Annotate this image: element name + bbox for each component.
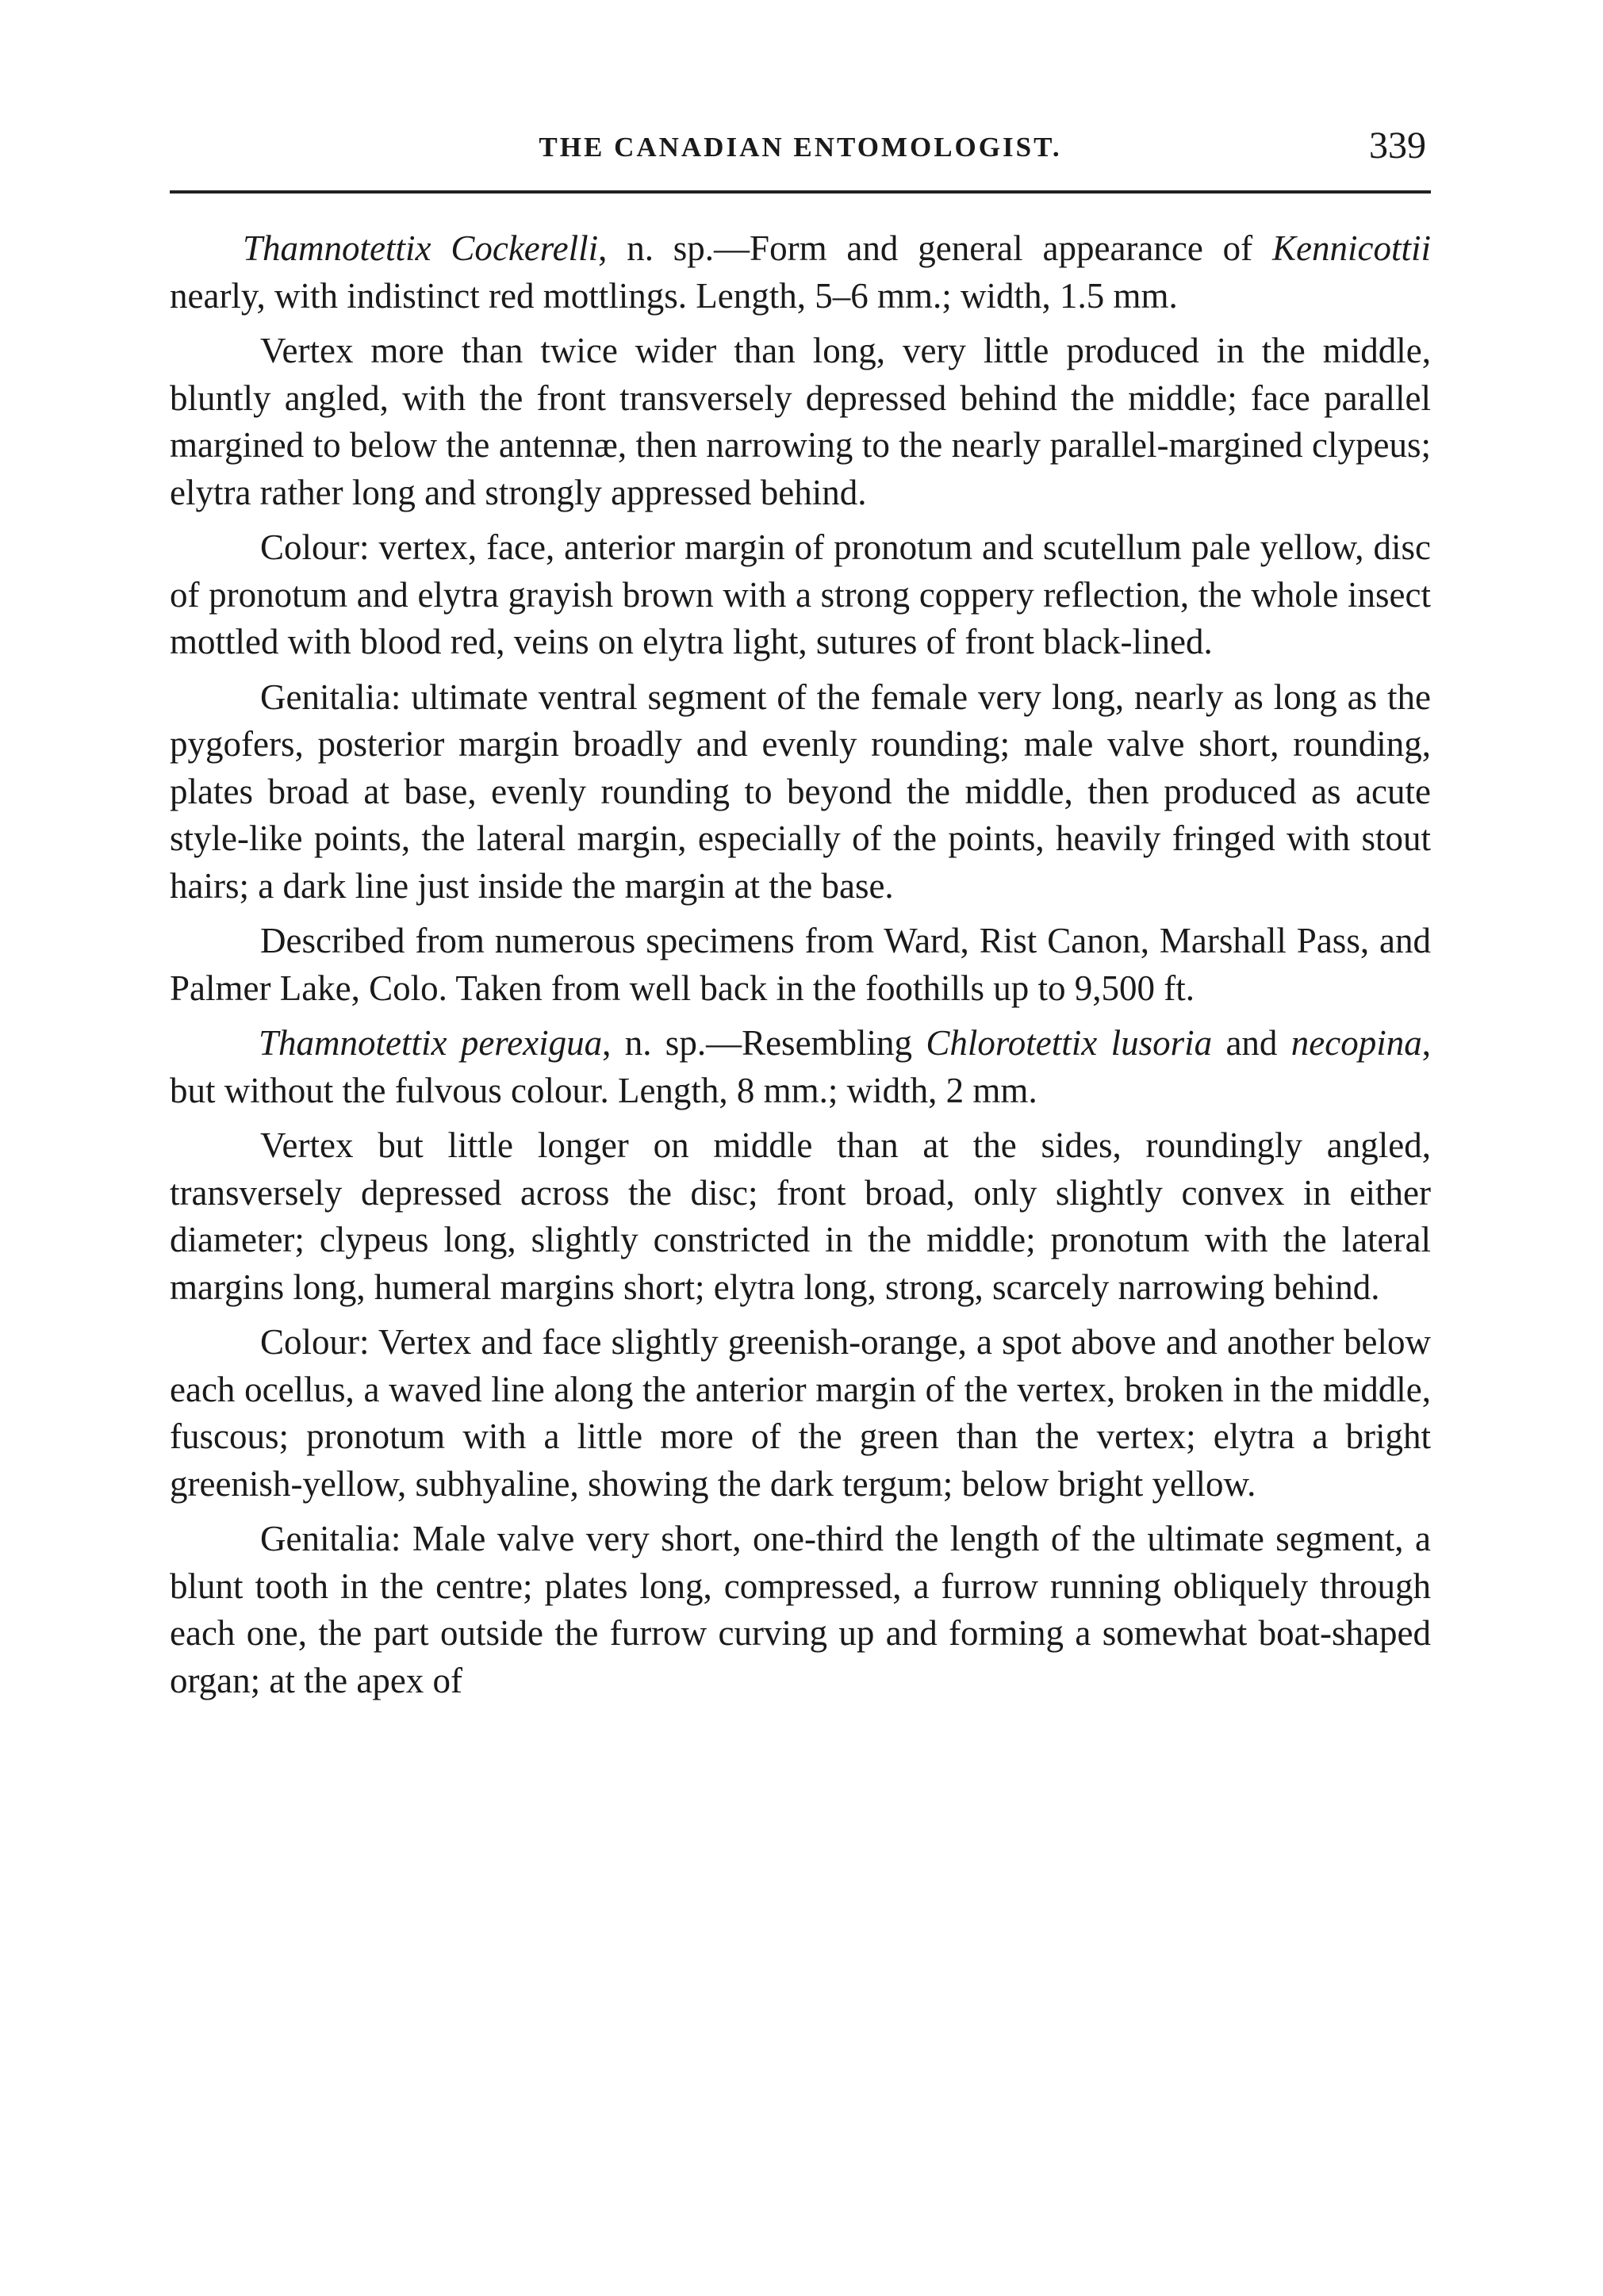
text-run: Vertex more than twice wider than long, very little produced in the middle, bluntly angled, with the front transversely depressed behind the middle; face parallel margined to below the antennæ, then narrowing to the nearly parallel-margined clypeus; elytra rather long and strongly appressed behind.: [170, 331, 1431, 512]
text-run: Colour: Vertex and face slightly greenish-orange, a spot above and another below each ocellus, a waved line along the anterior margin of the vertex, broken in the middle, fuscous; pronotum with a little more of the green than the vertex; elytra a bright greenish-yellow, subhyaline, showing the dark tergum; below bright yellow.: [170, 1322, 1431, 1504]
paragraph-species-2-vertex: [170, 1122, 1431, 1311]
page-header: [170, 119, 1431, 182]
italic-name: Kennicottii: [1272, 228, 1431, 268]
text-run: and: [1212, 1023, 1291, 1063]
italic-name: necopina: [1290, 1023, 1422, 1063]
paragraph-species-1-genitalia: [170, 674, 1431, 910]
paragraph-species-2-intro: [170, 1020, 1431, 1114]
text-run: Vertex but little longer on middle than at the sides, roundingly angled, transversely depressed across the disc; front broad, only slightly convex in either diameter; clypeus long, slightly constricted in the middle; pronotum with the lateral margins long, humeral margins short; elytra long, strong, scarcely narrowing behind.: [170, 1125, 1431, 1307]
text-run: nearly, with indistinct red mottlings. Length, 5–6 mm.; width, 1.5 mm.: [170, 275, 1178, 316]
italic-name: Chlorotettix lusoria: [926, 1023, 1213, 1063]
italic-name: Thamnotettix Cockerelli: [243, 228, 599, 268]
paragraph-species-2-genitalia: [170, 1516, 1431, 1704]
page-number: 339: [1369, 125, 1426, 167]
paragraph-species-2-colour: [170, 1319, 1431, 1508]
text-run: Genitalia: Male valve very short, one-third the length of the ultimate segment, a blunt tooth in the centre; plates long, compressed, a furrow running obliquely through each one, the part outside the furrow curving up and forming a somewhat boat-shaped organ; at the apex of: [170, 1519, 1431, 1700]
paragraph-species-1-described: [170, 918, 1431, 1012]
header-rule: [170, 190, 1431, 194]
running-title: THE CANADIAN ENTOMOLOGIST.: [539, 132, 1062, 163]
paragraph-species-1-intro: [170, 225, 1431, 320]
italic-name: Thamnotettix perexigua: [259, 1023, 603, 1063]
page: [170, 119, 1431, 2197]
article-body: [170, 225, 1431, 1704]
paragraph-species-1-colour: [170, 524, 1431, 666]
paragraph-species-1-vertex: [170, 328, 1431, 516]
text-run: Genitalia: ultimate ventral segment of the female very long, nearly as long as the pygofers, posterior margin broadly and evenly rounding; male valve short, rounding, plates broad at base, evenly rounding to beyond the middle, then produced as acute style-like points, the lateral margin, especially of the points, heavily fringed with stout hairs; a dark line just inside the margin at the base.: [170, 677, 1431, 906]
text-run: , n. sp.—Form and general appearance of: [598, 228, 1273, 268]
text-run: , n. sp.—Resembling: [602, 1023, 926, 1063]
text-run: , but without the fulvous colour. Length, 8 mm.; width, 2 mm.: [170, 1023, 1431, 1110]
text-run: Colour: vertex, face, anterior margin of pronotum and scutellum pale yellow, disc of pronotum and elytra grayish brown with a strong coppery reflection, the whole insect mottled with blood red, veins on elytra light, sutures of front black-lined.: [170, 527, 1431, 661]
text-run: Described from numerous specimens from Ward, Rist Canon, Marshall Pass, and Palmer Lake, Colo. Taken from well back in the foothills up to 9,500 ft.: [170, 921, 1431, 1008]
